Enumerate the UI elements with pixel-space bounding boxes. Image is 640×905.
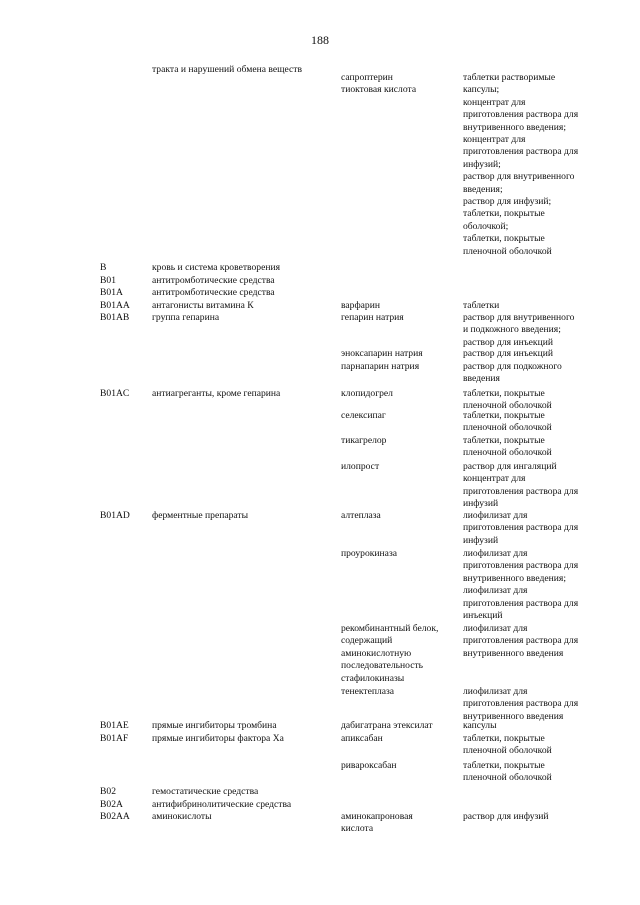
dosage-form: таблетки, покрытые — [463, 760, 545, 771]
atc-code: B02A — [100, 798, 123, 810]
dosage-form: таблетки, покрытые — [463, 233, 545, 245]
dosage-form: капсулы — [463, 720, 497, 731]
drug-name: содержащий — [341, 635, 393, 647]
dosage-form: введения — [463, 372, 500, 384]
dosage-form: пленочной оболочкой — [463, 400, 552, 412]
drug-name: илопрост — [341, 461, 380, 472]
drug-name: аминокапроновая — [341, 811, 413, 822]
drug-name: ривароксабан — [341, 760, 397, 771]
drug-name: сапроптерин — [341, 72, 393, 83]
dosage-form: раствор для внутривенного — [463, 171, 575, 183]
dosage-form: таблетки, покрытые — [463, 208, 545, 220]
dosage-form: приготовления раствора для — [463, 485, 579, 497]
dosage-form: оболочкой; — [463, 220, 509, 232]
group-name: тракта и нарушений обмена веществ — [152, 64, 303, 75]
dosage-form: приготовления раствора для — [463, 146, 579, 158]
atc-code: B02AA — [100, 811, 130, 822]
drug-name: рекомбинантный белок, — [341, 623, 439, 634]
group-name: гемостатические средства — [152, 786, 259, 797]
dosage-form: лиофилизат для — [463, 510, 528, 521]
dosage-form: введения; — [463, 183, 503, 195]
dosage-form: внутривенного введения; — [463, 572, 567, 584]
drug-name: селексипаг — [341, 410, 386, 421]
drug-name: тиоктовая кислота — [341, 84, 417, 96]
drug-name: клопидогрел — [341, 388, 393, 399]
dosage-form: приготовления раствора для — [463, 522, 579, 534]
dosage-form: пленочной оболочкой — [463, 447, 552, 459]
group-name: кровь и система кроветворения — [152, 262, 281, 273]
dosage-form: раствор для инъекций — [463, 336, 553, 348]
dosage-form: внутривенного введения — [463, 647, 564, 659]
dosage-form: внутривенного введения — [463, 710, 564, 722]
group-name: группа гепарина — [152, 312, 220, 323]
atc-code: B01AA — [100, 299, 130, 311]
drug-name: последовательность — [341, 660, 424, 672]
dosage-form: пленочной оболочкой — [463, 422, 552, 434]
dosage-form: таблетки, покрытые — [463, 388, 545, 399]
group-name: ферментные препараты — [152, 510, 249, 521]
dosage-form: таблетки — [463, 299, 500, 311]
group-name: прямые ингибиторы тромбина — [152, 720, 277, 731]
dosage-form: раствор для внутривенного — [463, 312, 575, 323]
atc-code: B01AB — [100, 312, 130, 323]
group-name: антитромботические средства — [152, 287, 275, 298]
dosage-form: пленочной оболочкой — [463, 772, 552, 784]
drug-name: парнапарин натрия — [341, 360, 420, 372]
group-name: прямые ингибиторы фактора Ха — [152, 733, 284, 744]
drug-name: стафилокиназы — [341, 672, 405, 684]
dosage-form: лиофилизат для — [463, 686, 528, 697]
atc-code: B01AD — [100, 510, 130, 521]
drug-name: варфарин — [341, 299, 380, 311]
dosage-form: раствор для ингаляций — [463, 461, 557, 472]
dosage-form: раствор для подкожного — [463, 360, 562, 372]
dosage-form: концентрат для — [463, 96, 526, 108]
dosage-form: таблетки, покрытые — [463, 410, 545, 421]
group-name: антифибринолитические средства — [152, 798, 292, 810]
group-name: аминокислоты — [152, 811, 212, 822]
atc-code: B01AF — [100, 733, 129, 744]
dosage-form: раствор для инфузий; — [463, 196, 552, 207]
drug-name: эноксапарин натрия — [341, 348, 423, 359]
dosage-form: инфузий; — [463, 158, 501, 170]
dosage-form: инфузий — [463, 534, 499, 546]
drug-name: тикагрелор — [341, 435, 387, 446]
dosage-form: приготовления раствора для — [463, 109, 579, 121]
atc-code: B01 — [100, 274, 116, 286]
dosage-form: приготовления раствора для — [463, 597, 579, 609]
atc-code: B — [100, 262, 107, 273]
dosage-form: раствор для инъекций — [463, 348, 553, 359]
dosage-form: таблетки, покрытые — [463, 733, 545, 744]
drug-name: тенектеплаза — [341, 686, 395, 697]
drug-name: дабигатрана этексилат — [341, 720, 433, 731]
dosage-form: и подкожного введения; — [463, 324, 561, 336]
dosage-form: концентрат для — [463, 134, 526, 145]
atc-code: B02 — [100, 786, 116, 797]
drug-name: аминокислотную — [341, 647, 412, 659]
group-name: антитромботические средства — [152, 274, 275, 286]
dosage-form: инфузий — [463, 498, 499, 510]
drug-name: проурокиназа — [341, 548, 397, 559]
dosage-form: приготовления раствора для — [463, 698, 579, 710]
dosage-form: приготовления раствора для — [463, 560, 579, 572]
dosage-form: приготовления раствора для — [463, 635, 579, 647]
group-name: антиагреганты, кроме гепарина — [152, 388, 281, 399]
dosage-form: пленочной оболочкой — [463, 245, 552, 257]
dosage-form: лиофилизат для — [463, 548, 528, 559]
atc-code: B01A — [100, 287, 123, 298]
dosage-form: пленочной оболочкой — [463, 745, 552, 757]
dosage-form: таблетки, покрытые — [463, 435, 545, 446]
dosage-form: лиофилизат для — [463, 585, 528, 597]
drug-name: апиксабан — [341, 733, 383, 744]
page-number: 188 — [311, 33, 329, 47]
dosage-form: лиофилизат для — [463, 623, 528, 634]
dosage-form: таблетки растворимые — [463, 72, 556, 83]
dosage-form: раствор для инфузий — [463, 811, 549, 822]
drug-name: кислота — [341, 823, 374, 835]
dosage-form: внутривенного введения; — [463, 121, 567, 133]
drug-name: алтеплаза — [341, 510, 381, 521]
atc-code: B01AC — [100, 388, 130, 399]
group-name: антагонисты витамина К — [152, 299, 254, 311]
atc-code: B01AE — [100, 720, 129, 731]
dosage-form: инъекций — [463, 610, 503, 621]
dosage-form: капсулы; — [463, 84, 500, 96]
dosage-form: концентрат для — [463, 473, 526, 485]
drug-name: гепарин натрия — [341, 312, 404, 323]
